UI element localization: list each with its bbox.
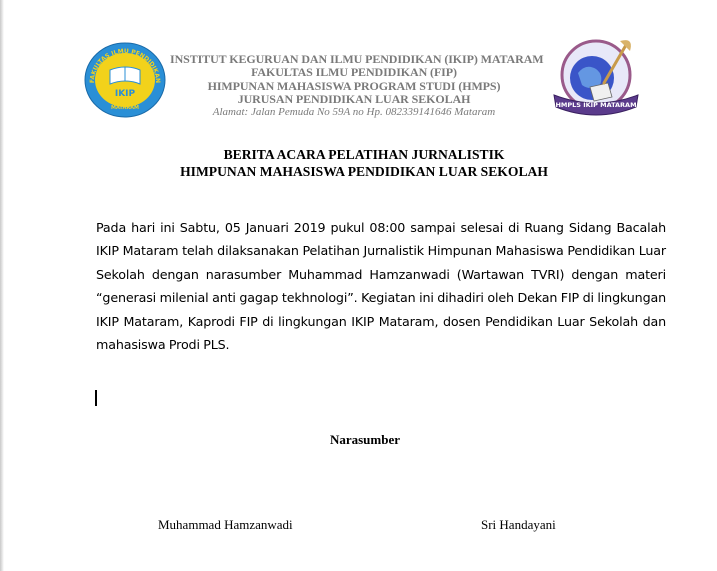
body-paragraph: Pada hari ini Sabtu, 05 Januari 2019 pukul 08:00 sampai selesai di Ruang Sidang Bacalah IKIP Mataram telah dilaksanakan Pelatihan Jurnalistik Himpunan Mahasiswa Pendidikan Luar Sekolah dengan narasumber Muhammad Hamzanwadi (Wartawan TVRI) dengan materi “generasi milenial anti gagap tekhnologi”. Kegiatan ini dihadiri oleh Dekan FIP di lingkungan IKIP Mataram, Kaprodi FIP di lingkungan IKIP Mataram, dosen Pendidikan Luar Sekolah dan mahasiswa Prodi PLS.: [96, 220, 666, 353]
text-cursor[interactable]: [95, 390, 97, 406]
page-edge: [0, 0, 4, 571]
letterhead-line-hmps: HIMPUNAN MAHASISWA PROGRAM STUDI (HMPS): [207, 78, 501, 93]
letterhead-address: Alamat: Jalan Pemuda No 59A no Hp. 082339141646 Mataram: [212, 106, 496, 119]
letterhead: [170, 52, 544, 119]
letterhead-line-institute: INSTITUT KEGURUAN DAN ILMU PENDIDIKAN (IKIP) MATARAM: [170, 52, 544, 66]
ikip-logo: [80, 40, 170, 120]
document-title: [160, 146, 568, 180]
letterhead-line-department: JURUSAN PENDIDIKAN LUAR SEKOLAH: [237, 91, 471, 106]
hmpls-logo: [550, 33, 642, 123]
book-icon: [110, 67, 140, 84]
title-line-1: BERITA ACARA PELATIHAN JURNALISTIK: [223, 147, 505, 162]
signature-name-left: Muhammad Hamzanwadi: [158, 517, 293, 532]
logo-center-text: IKIP: [114, 89, 136, 99]
signature-label: Narasumber: [329, 432, 401, 447]
logo-bottom-text: MATARAM: [110, 105, 140, 111]
banner-text: HMPLS IKIP MATARAM: [555, 101, 637, 109]
logo-ring-text: FAKULTAS ILMU PENDIDIKAN: [88, 47, 162, 84]
letterhead-line-faculty: FAKULTAS ILMU PENDIDIKAN (FIP): [251, 65, 457, 80]
title-line-2: HIMPUNAN MAHASISWA PENDIDIKAN LUAR SEKOLAH: [180, 164, 548, 179]
signature-name-right: Sri Handayani: [481, 517, 556, 532]
